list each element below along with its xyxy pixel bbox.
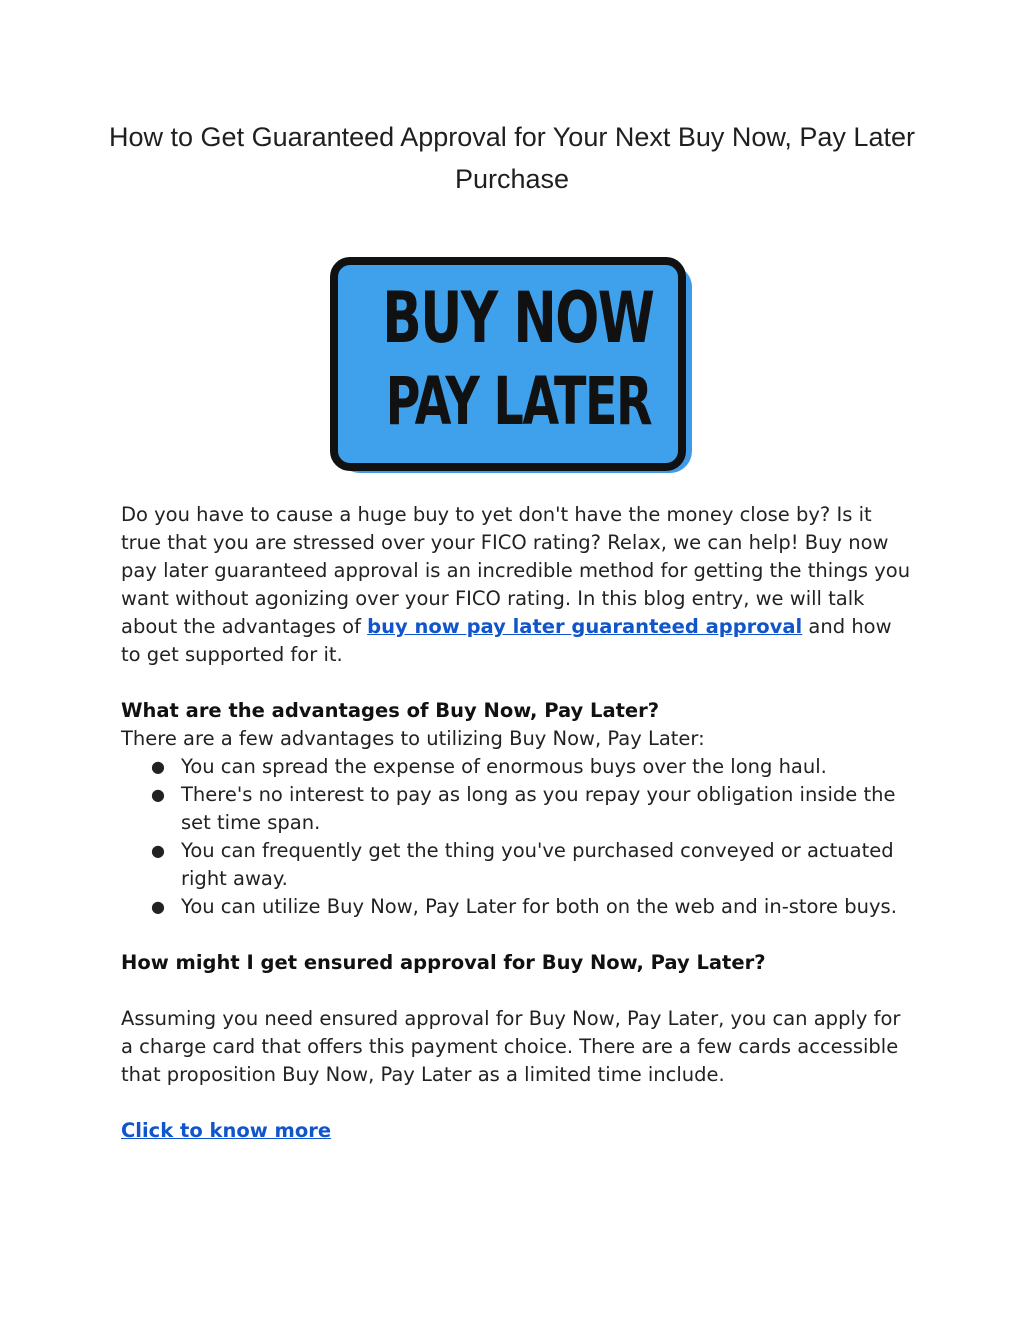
approval-paragraph: Assuming you need ensured approval for Buy Now, Pay Later, you can apply for a charge card that offers this payment choice. There are a few cards accessible that proposition Buy Now, Pay Later as a limited time include. [121, 1007, 901, 1086]
advantages-lead: There are a few advantages to utilizing Buy Now, Pay Later: [121, 727, 705, 750]
bullet-icon: ● [151, 757, 165, 776]
list-item [121, 781, 911, 837]
list-item [121, 893, 911, 921]
spacer [121, 1089, 911, 1117]
spacer [121, 921, 911, 949]
bullet-icon: ● [151, 841, 165, 860]
logo-line-1: BUY NOW [382, 277, 654, 359]
cta-paragraph [121, 1117, 911, 1145]
list-item-text: There's no interest to pay as long as you repay your obligation inside the set time span. [181, 783, 896, 834]
list-item-text: You can spread the expense of enormous buys over the long haul. [181, 755, 827, 778]
page-title: How to Get Guaranteed Approval for Your Next Buy Now, Pay Later Purchase [109, 122, 915, 194]
intro-paragraph [121, 501, 911, 669]
section-heading-approval: How might I get ensured approval for Buy Now, Pay Later? [121, 951, 766, 974]
bnpl-guaranteed-approval-link[interactable]: buy now pay later guaranteed approval [367, 615, 803, 638]
list-item-text: You can frequently get the thing you've purchased conveyed or actuated right away. [181, 839, 894, 890]
article-body [121, 501, 911, 1145]
logo-box [330, 257, 686, 471]
intro-text-after-link: and how to get supported for it. [121, 615, 892, 666]
logo-line-2: PAY LATER [385, 363, 652, 440]
list-item-text: You can utilize Buy Now, Pay Later for both on the web and in-store buys. [181, 895, 897, 918]
buy-now-pay-later-logo [330, 257, 694, 475]
bullet-icon: ● [151, 897, 165, 916]
list-item [121, 837, 911, 893]
click-to-know-more-link[interactable]: Click to know more [121, 1119, 332, 1142]
spacer [121, 977, 911, 1005]
intro-text-before-link: Do you have to cause a huge buy to yet don't have the money close by? Is it true that you are stressed over your FICO rating? Relax, we can help! Buy now pay later guaranteed approval is an incredible method for getting the things you want without agonizing over your FICO rating. In this blog entry, we will talk about the advantages of [121, 503, 911, 638]
section-heading-advantages: What are the advantages of Buy Now, Pay Later? [121, 699, 660, 722]
list-item [121, 753, 911, 781]
advantages-list [121, 753, 911, 921]
spacer [121, 669, 911, 697]
bullet-icon: ● [151, 785, 165, 804]
